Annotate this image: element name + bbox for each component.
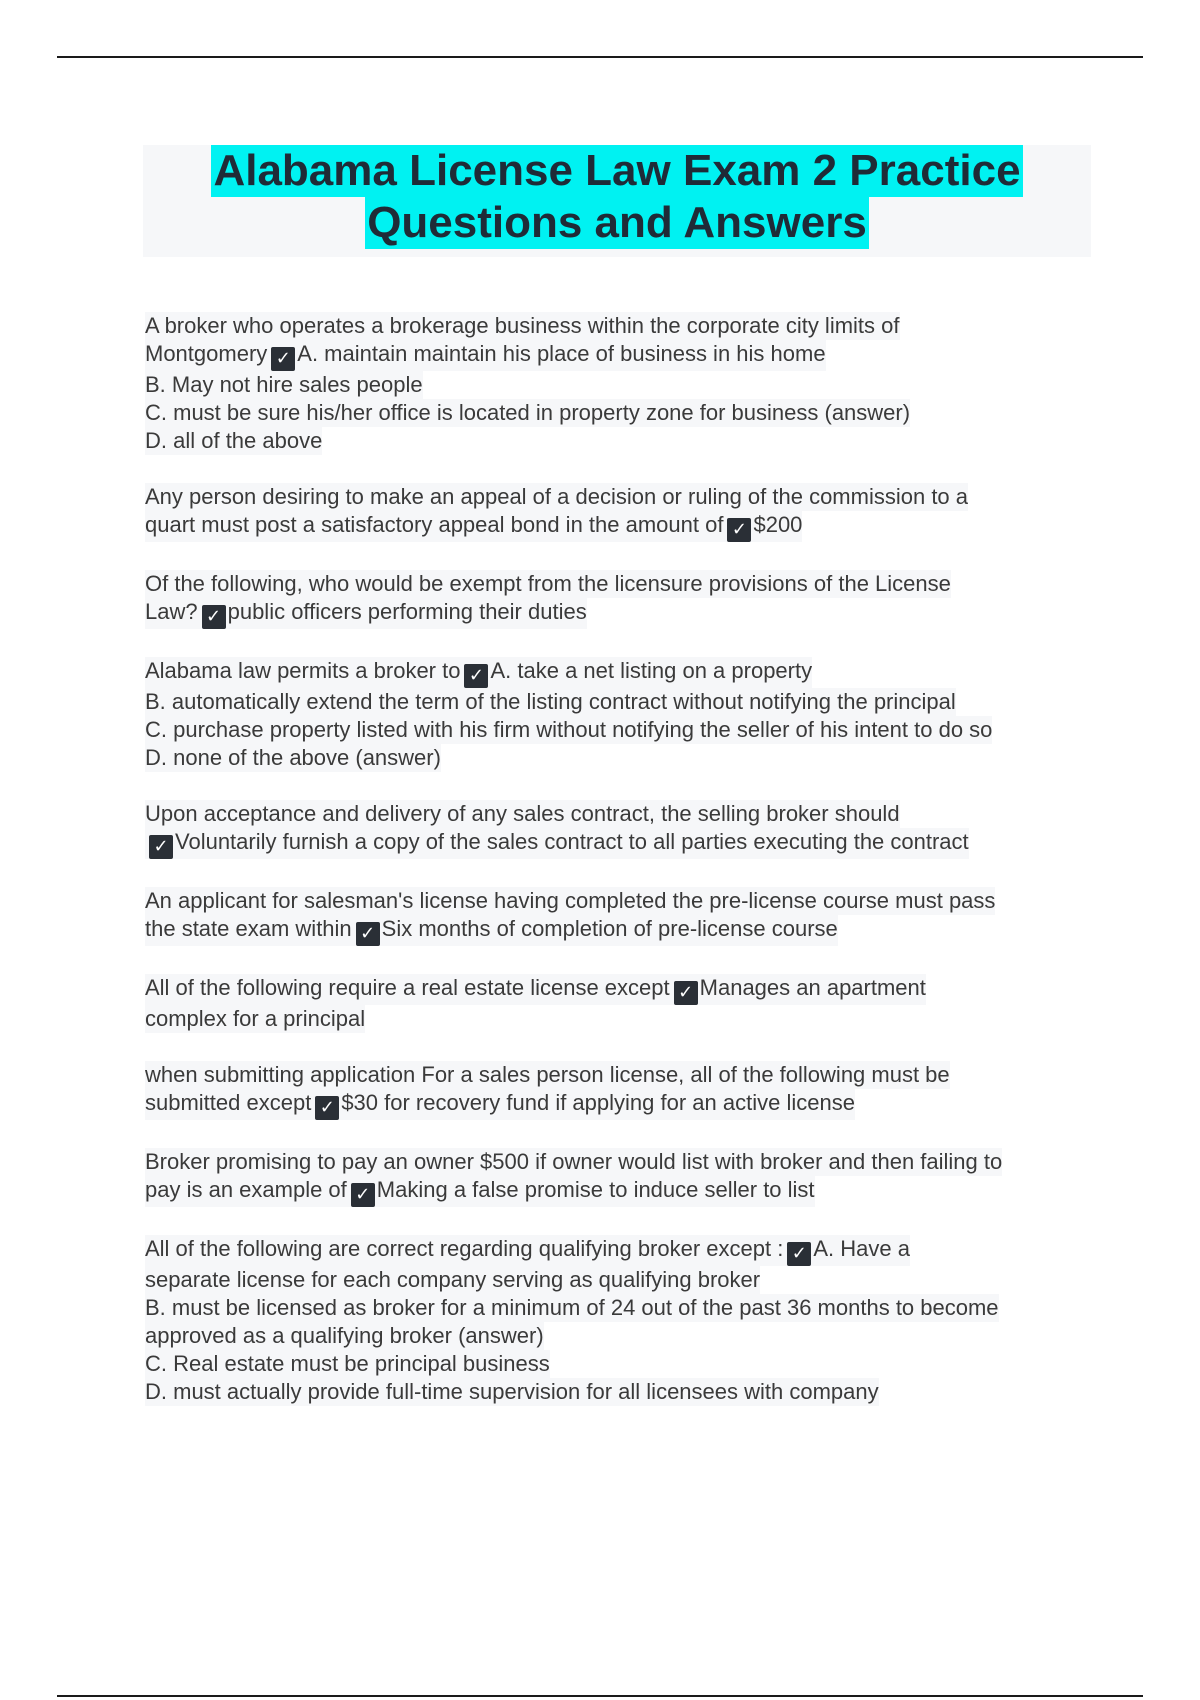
qa-item <box>145 974 1095 1033</box>
title-line-1: Alabama License Law Exam 2 Practice <box>213 146 1021 195</box>
check-icon: ✓ <box>202 605 226 629</box>
qa-text: C. purchase property listed with his firm without notifying the seller of his intent to do so <box>145 717 993 742</box>
qa-line <box>145 828 969 859</box>
header-rule <box>57 56 1143 58</box>
qa-text: A broker who operates a brokerage business within the corporate city limits of <box>145 313 900 338</box>
qa-line <box>145 340 826 371</box>
qa-line <box>145 1378 879 1406</box>
qa-line <box>145 915 838 946</box>
qa-text: C. Real estate must be principal business <box>145 1351 550 1376</box>
qa-text: when submitting application For a sales person license, all of the following must be <box>145 1062 950 1087</box>
qa-line <box>145 1235 910 1266</box>
qa-text: complex for a principal <box>145 1006 366 1031</box>
title-line-2: Questions and Answers <box>367 198 867 247</box>
qa-text: D. none of the above (answer) <box>145 745 441 770</box>
qa-answer: public officers performing their duties <box>227 599 587 624</box>
check-icon: ✓ <box>271 347 295 371</box>
qa-text: C. must be sure his/her office is located in property zone for business (answer) <box>145 400 911 425</box>
qa-line <box>145 427 322 455</box>
qa-line <box>145 1089 855 1120</box>
qa-item <box>145 887 1095 946</box>
qa-answer: $200 <box>753 512 803 537</box>
qa-answer: Voluntarily furnish a copy of the sales contract to all parties executing the contract <box>175 829 969 854</box>
qa-answer: A. maintain maintain his place of business in his home <box>297 341 826 366</box>
qa-line <box>145 744 441 772</box>
qa-text: B. must be licensed as broker for a minimum of 24 out of the past 36 months to become <box>145 1295 999 1320</box>
qa-line <box>145 1322 544 1350</box>
qa-line <box>145 1176 815 1207</box>
qa-line <box>145 974 926 1005</box>
document-title <box>143 145 1091 257</box>
qa-line <box>145 1061 950 1089</box>
qa-line <box>145 371 423 399</box>
qa-text: An applicant for salesman's license having completed the pre-license course must pass <box>145 888 996 913</box>
footer-rule <box>57 1695 1143 1697</box>
qa-line <box>145 1148 1002 1176</box>
qa-text: All of the following are correct regarding qualifying broker except : <box>145 1236 784 1261</box>
qa-line <box>145 399 910 427</box>
qa-item <box>145 657 1095 772</box>
check-icon: ✓ <box>315 1096 339 1120</box>
qa-line <box>145 887 995 915</box>
qa-item <box>145 1148 1095 1207</box>
qa-text: Law? <box>145 599 198 624</box>
qa-text: D. all of the above <box>145 428 323 453</box>
qa-answer: $30 for recovery fund if applying for an active license <box>341 1090 855 1115</box>
check-icon: ✓ <box>727 518 751 542</box>
qa-text: Upon acceptance and delivery of any sales contract, the selling broker should <box>145 801 900 826</box>
qa-line <box>145 1005 365 1033</box>
qa-item <box>145 312 1095 455</box>
qa-text: Montgomery <box>145 341 268 366</box>
qa-line <box>145 657 812 688</box>
qa-line <box>145 598 587 629</box>
qa-line <box>145 1294 999 1322</box>
qa-line <box>145 800 900 828</box>
qa-item <box>145 483 1095 542</box>
qa-line <box>145 1266 760 1294</box>
qa-text: B. May not hire sales people <box>145 372 423 397</box>
check-icon: ✓ <box>149 835 173 859</box>
qa-answer: A. take a net listing on a property <box>490 658 813 683</box>
check-icon: ✓ <box>787 1242 811 1266</box>
qa-item <box>145 1061 1095 1120</box>
qa-line <box>145 312 900 340</box>
qa-line <box>145 570 951 598</box>
qa-answer: Manages an apartment <box>699 975 926 1000</box>
qa-line <box>145 483 968 511</box>
qa-text: B. automatically extend the term of the listing contract without notifying the principal <box>145 689 956 714</box>
qa-text: pay is an example of <box>145 1177 347 1202</box>
qa-line <box>145 511 802 542</box>
qa-text: the state exam within <box>145 916 352 941</box>
qa-text: quart must post a satisfactory appeal bond in the amount of <box>145 512 724 537</box>
qa-text: Any person desiring to make an appeal of a decision or ruling of the commission to a <box>145 484 969 509</box>
check-icon: ✓ <box>356 922 380 946</box>
qa-answer: Making a false promise to induce seller to list <box>376 1177 815 1202</box>
qa-text: Of the following, who would be exempt from the licensure provisions of the License <box>145 571 951 596</box>
qa-text: All of the following require a real estate license except <box>145 975 670 1000</box>
qa-text: Alabama law permits a broker to <box>145 658 461 683</box>
qa-text: approved as a qualifying broker (answer) <box>145 1323 544 1348</box>
qa-text: submitted except <box>145 1090 312 1115</box>
qa-text: Broker promising to pay an owner $500 if owner would list with broker and then failing to <box>145 1149 1003 1174</box>
qa-line <box>145 688 956 716</box>
qa-answer: A. Have a <box>813 1236 910 1261</box>
check-icon: ✓ <box>674 981 698 1005</box>
qa-line <box>145 1350 550 1378</box>
qa-text: D. must actually provide full-time supervision for all licensees with company <box>145 1379 879 1404</box>
qa-text: separate license for each company serving as qualifying broker <box>145 1267 761 1292</box>
check-icon: ✓ <box>464 664 488 688</box>
qa-item <box>145 800 1095 859</box>
qa-list <box>145 312 1095 1434</box>
qa-item <box>145 1235 1095 1406</box>
qa-item <box>145 570 1095 629</box>
check-icon: ✓ <box>351 1183 375 1207</box>
qa-answer: Six months of completion of pre-license course <box>381 916 838 941</box>
qa-line <box>145 716 992 744</box>
